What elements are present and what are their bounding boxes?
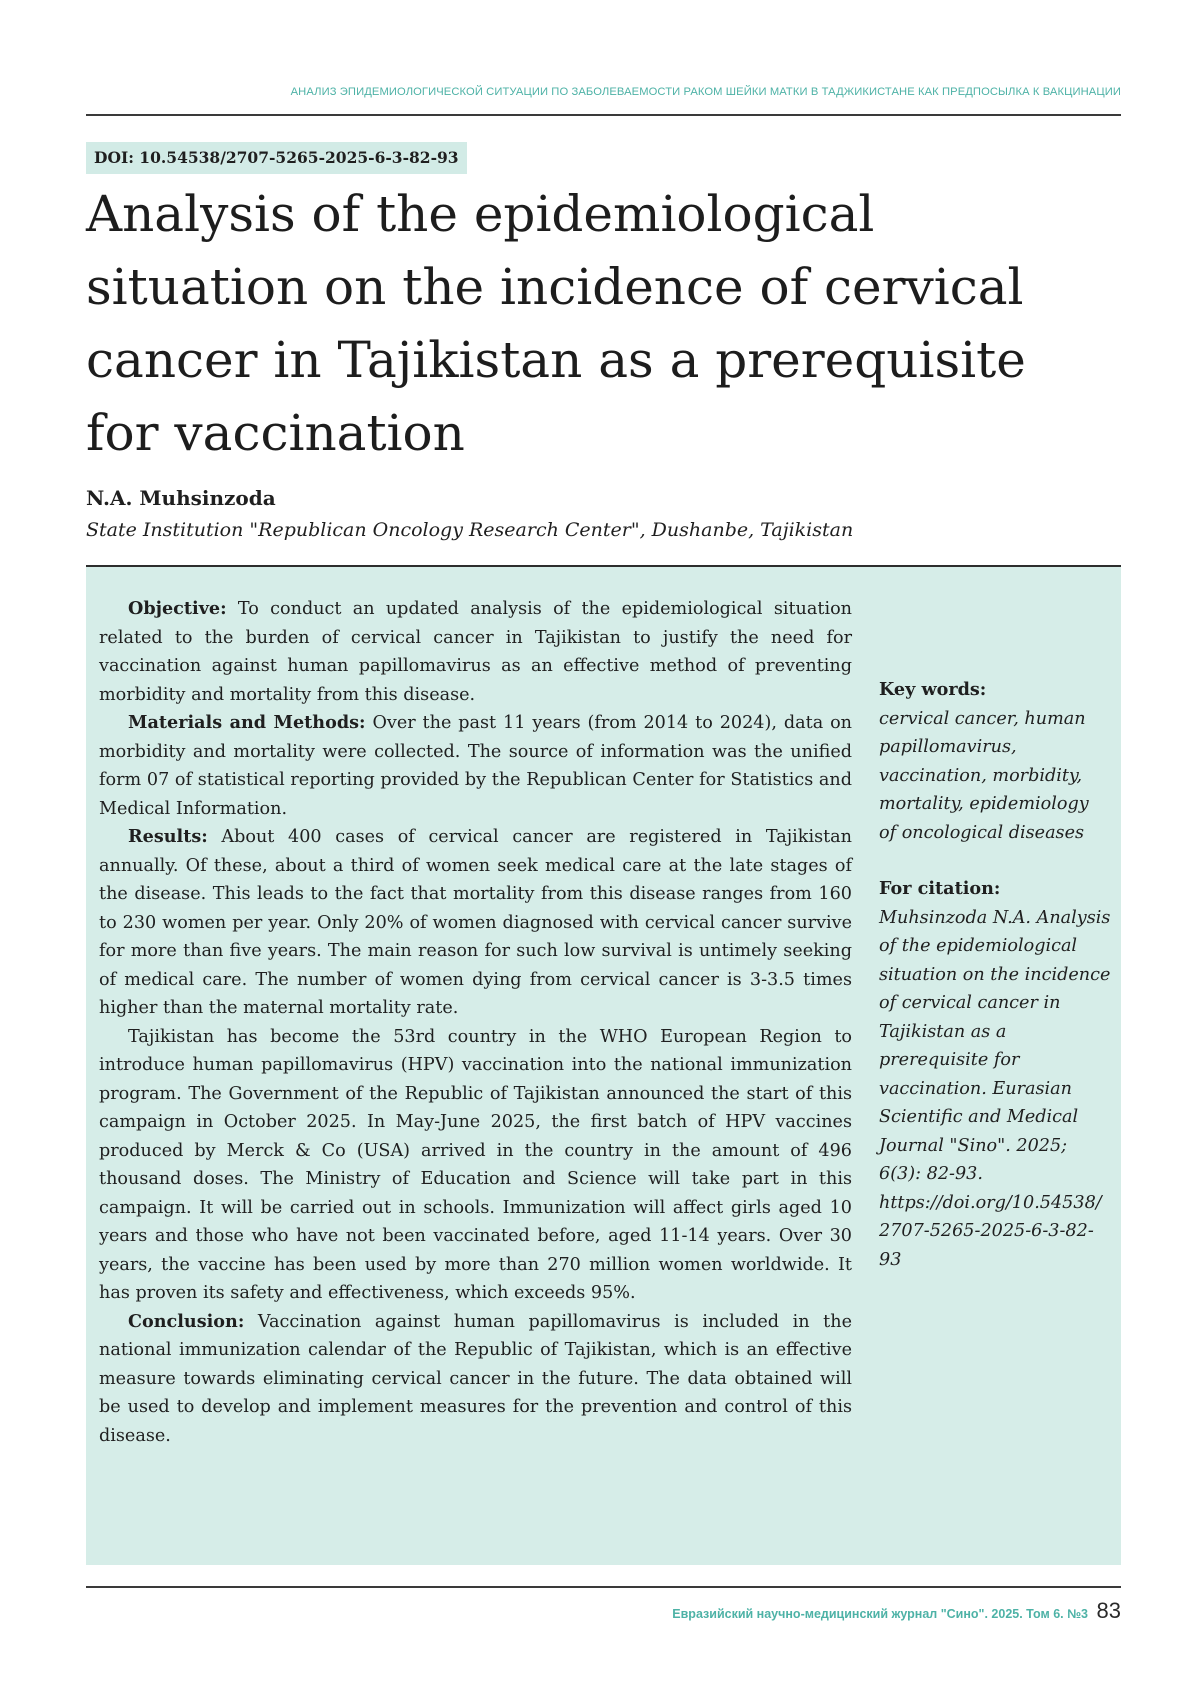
- abstract-objective: [99, 595, 852, 709]
- abstract-methods: [99, 709, 852, 823]
- header-divider: [86, 114, 1121, 116]
- objective-label: Objective:: [128, 598, 227, 619]
- citation-text[interactable]: Muhsinzoda N.A. Analysis of the epidemiological situation on the incidence of cervical cancer in Tajikistan as a prerequisite for vaccination. Eurasian Scientific and Medical Journal "Sino". 2025; 6(3): 82-93. https://doi.org/10.54538/2707-5265-2025-6-3-82-93: [879, 907, 1111, 1270]
- abstract-results: [99, 823, 852, 1023]
- author-name: N.A. Muhsinzoda: [86, 486, 276, 510]
- results-text: About 400 cases of cervical cancer are registered in Tajikistan annually. Of these, about a third of women seek medical care at the late stages of the disease. This leads to the fact that mortality from this disease ranges from 160 to 230 women per year. Only 20% of women diagnosed with cervical cancer survive for more than five years. The main reason for such low survival is untimely seeking of medical care. The number of women dying from cervical cancer is 3-3.5 times higher than the maternal mortality rate.: [99, 827, 852, 1018]
- page-number: 83: [1096, 1598, 1121, 1623]
- results-label: Results:: [128, 826, 208, 847]
- methods-text: Over the past 11 years (from 2014 to 2024), data on morbidity and mortality were collected. The source of information was the unified form 07 of statistical reporting provided by the Republican Center for Statistics and Medical Information.: [99, 713, 853, 819]
- keywords-heading: Key words:: [879, 679, 987, 700]
- footer-journal-title: Евразийский научно-медицинский журнал "Сино". 2025. Том 6. №3: [672, 1607, 1088, 1621]
- sidebar-spacer: [879, 847, 1111, 875]
- keywords-list: cervical cancer, human papillomavirus, vaccination, morbidity, mortality, epidemiology of oncological diseases: [879, 708, 1089, 843]
- article-title: Analysis of the epidemiological situation on the incidence of cervical cancer in Tajikistan as a prerequisite for vaccination: [86, 185, 1026, 462]
- article-sidebar: [879, 676, 1111, 1274]
- conclusion-text: Vaccination against human papillomavirus is included in the national immunization calendar of the Republic of Tajikistan, which is an effective measure towards eliminating cervical cancer in the future. The data obtained will be used to develop and implement measures for the prevention and control of this disease.: [99, 1311, 852, 1446]
- abstract-results-continued: Tajikistan has become the 53rd country in the WHO European Region to introduce human papillomavirus (HPV) vaccination into the national immunization program. The Government of the Republic of Tajikistan announced the start of this campaign in October 2025. In May-June 2025, the first batch of HPV vaccines produced by Merck & Co (USA) arrived in the country in the amount of 496 thousand doses. The Ministry of Education and Science will take part in this campaign. It will be carried out in schools. Immunization will affect girls aged 10 years and those who have not been vaccinated before, aged 11-14 years. Over 30 years, the vaccine has been used by more than 270 million women worldwide. It has proven its safety and effectiveness, which exceeds 95%.: [99, 1026, 852, 1303]
- methods-label: Materials and Methods:: [128, 712, 366, 733]
- abstract-panel: [86, 565, 1121, 1565]
- abstract-body: [99, 595, 852, 1450]
- running-header: АНАЛИЗ ЭПИДЕМИОЛОГИЧЕСКОЙ СИТУАЦИИ ПО ЗАБОЛЕВАЕМОСТИ РАКОМ ШЕЙКИ МАТКИ В ТАДЖИКИСТАНЕ КАК ПРЕДПОСЫЛКА К ВАКЦИНАЦИИ: [290, 86, 1121, 98]
- author-affiliation: State Institution "Republican Oncology Research Center", Dushanbe, Tajikistan: [86, 519, 854, 541]
- citation-heading: For citation:: [879, 878, 1001, 899]
- abstract-conclusion: [99, 1308, 852, 1451]
- objective-text: To conduct an updated analysis of the epidemiological situation related to the burden of cervical cancer in Tajikistan to justify the need for vaccination against human papillomavirus as an effective method of preventing morbidity and mortality from this disease.: [99, 599, 852, 705]
- conclusion-label: Conclusion:: [128, 1310, 245, 1332]
- doi-label[interactable]: DOI: 10.54538/2707-5265-2025-6-3-82-93: [86, 142, 467, 174]
- footer-divider: [86, 1586, 1121, 1588]
